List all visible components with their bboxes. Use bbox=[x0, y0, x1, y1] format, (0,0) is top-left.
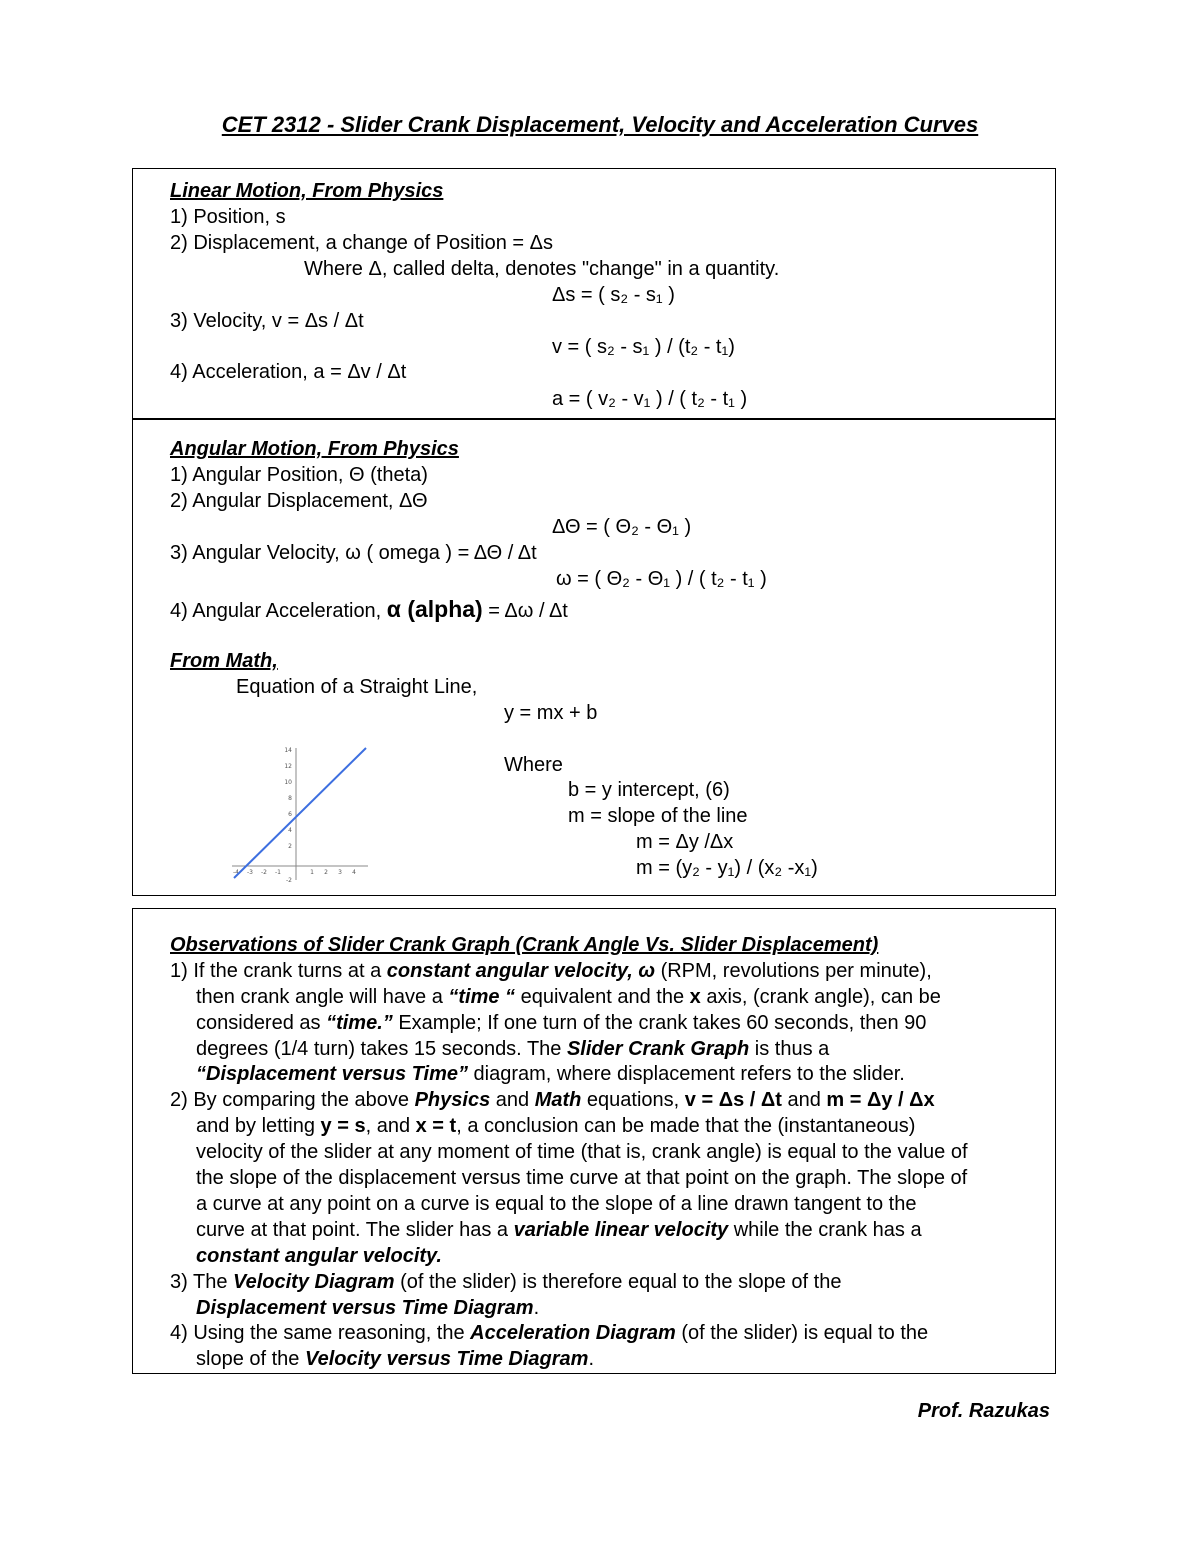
linear-eq-2: v = ( s₂ - s₁ ) / (t₂ - t₁) bbox=[552, 336, 735, 358]
text-run: slope of the bbox=[196, 1348, 305, 1370]
text-run: , a conclusion can be made that the (instantaneous) bbox=[456, 1115, 916, 1137]
linear-line-3: Where Δ, called delta, denotes "change" in a quantity. bbox=[304, 258, 780, 280]
text-run: 4) Using the same reasoning, the bbox=[170, 1322, 471, 1344]
linear-eq-3: a = ( v₂ - v₁ ) / ( t₂ - t₁ ) bbox=[552, 388, 748, 410]
text-run: and bbox=[490, 1089, 535, 1111]
math-heading: From Math, bbox=[170, 650, 278, 672]
page-title: CET 2312 - Slider Crank Displacement, Velocity and Acceleration Curves bbox=[221, 112, 979, 137]
text-run: “time.” bbox=[326, 1012, 393, 1034]
graph-y-tick-label: 10 bbox=[284, 779, 292, 786]
graph-y-tick-label: 6 bbox=[288, 811, 292, 818]
text-run: y = s bbox=[320, 1115, 366, 1137]
obs-1-line-5 bbox=[196, 1061, 905, 1087]
graph-x-tick-label: 3 bbox=[338, 869, 342, 876]
text-run: , and bbox=[365, 1115, 416, 1137]
alpha-symbol: α (alpha) bbox=[386, 596, 483, 622]
text-run: diagram, where displacement refers to the slider. bbox=[467, 1063, 905, 1085]
text-run: Displacement versus Time Diagram bbox=[196, 1297, 534, 1319]
angular-line-3: 3) Angular Velocity, ω ( omega ) = ΔΘ / Δt bbox=[170, 542, 537, 564]
graph-y-tick-label: 8 bbox=[288, 795, 292, 802]
obs-1-line-2 bbox=[196, 984, 941, 1010]
text-run: and by letting bbox=[196, 1115, 321, 1137]
text-run: 3) The bbox=[170, 1271, 233, 1293]
obs-4-line-2 bbox=[196, 1346, 594, 1372]
obs-3-line-1 bbox=[170, 1269, 841, 1295]
linear-line-1: 1) Position, s bbox=[170, 206, 286, 228]
graph-x-tick-label: -3 bbox=[247, 869, 253, 876]
text-run: Slider Crank Graph bbox=[566, 1038, 750, 1060]
text-run: v = Δs / Δt bbox=[684, 1089, 782, 1111]
graph-x-tick-label: 1 bbox=[310, 869, 314, 876]
text-run: (RPM, revolutions per minute), bbox=[655, 960, 932, 982]
linear-line-2: 2) Displacement, a change of Position = Δs bbox=[170, 232, 554, 254]
obs-2-line-1 bbox=[170, 1087, 935, 1113]
text-run: x = t bbox=[415, 1115, 457, 1137]
math-b-def: b = y intercept, (6) bbox=[568, 779, 730, 801]
angular-accel-eq: = Δω / Δt bbox=[482, 600, 568, 622]
text-run: x bbox=[689, 986, 701, 1008]
text-run: a curve at any point on a curve is equal to the slope of a line drawn tangent to the bbox=[196, 1193, 917, 1215]
linear-eq-1: Δs = ( s₂ - s₁ ) bbox=[552, 284, 675, 306]
graph-x-ticks bbox=[233, 869, 356, 876]
text-run: variable linear velocity bbox=[513, 1219, 729, 1241]
angular-line-2: 2) Angular Displacement, ΔΘ bbox=[170, 490, 428, 512]
obs-2-line-3 bbox=[196, 1139, 968, 1165]
text-run: equivalent and the bbox=[515, 986, 690, 1008]
graph-y-tick-label: 14 bbox=[284, 747, 292, 754]
graph-y-tick-label: 4 bbox=[288, 827, 292, 834]
obs-4-line-1 bbox=[170, 1320, 928, 1346]
graph-y-tick-label: -2 bbox=[286, 877, 292, 884]
graph-x-tick-label: -1 bbox=[275, 869, 281, 876]
text-run: Math bbox=[534, 1089, 582, 1111]
text-run: “Displacement versus Time” bbox=[196, 1063, 468, 1085]
text-run: while the crank has a bbox=[728, 1219, 922, 1241]
text-run: considered as bbox=[196, 1012, 327, 1034]
text-run: . bbox=[588, 1348, 594, 1370]
linear-heading: Linear Motion, From Physics bbox=[170, 180, 444, 202]
text-run: . bbox=[533, 1297, 540, 1319]
angular-accel-label: 4) Angular Acceleration, bbox=[170, 600, 387, 622]
text-run: Physics bbox=[414, 1089, 491, 1111]
text-run: Velocity versus Time Diagram bbox=[304, 1348, 589, 1370]
text-run: then crank angle will have a bbox=[196, 986, 449, 1008]
text-run: is thus a bbox=[749, 1038, 830, 1060]
obs-1-line-4 bbox=[196, 1036, 829, 1062]
math-m-def: m = slope of the line bbox=[568, 805, 748, 827]
angular-line-1: 1) Angular Position, Θ (theta) bbox=[170, 464, 428, 486]
math-where: Where bbox=[504, 754, 563, 776]
math-m-eq-2: m = (y₂ - y₁) / (x₂ -x₁) bbox=[636, 857, 818, 879]
obs-2-line-4 bbox=[196, 1165, 967, 1191]
graph-x-tick-label: 2 bbox=[324, 869, 328, 876]
text-run: “time “ bbox=[448, 986, 516, 1008]
obs-1-line-3 bbox=[196, 1010, 926, 1036]
angular-line-4 bbox=[170, 596, 568, 624]
math-line-1: Equation of a Straight Line, bbox=[236, 676, 478, 698]
text-run: Acceleration Diagram bbox=[470, 1322, 676, 1344]
observations-heading: Observations of Slider Crank Graph (Crank Angle Vs. Slider Displacement) bbox=[170, 934, 879, 956]
obs-2-line-5 bbox=[196, 1191, 916, 1217]
obs-3-line-2 bbox=[196, 1295, 539, 1321]
text-run: constant angular velocity, ω bbox=[386, 960, 656, 982]
obs-2-line-2 bbox=[196, 1113, 915, 1139]
text-run: (of the slider) is equal to the bbox=[675, 1322, 929, 1344]
text-run: curve at that point. The slider has a bbox=[196, 1219, 514, 1241]
graph-x-tick-label: -4 bbox=[233, 869, 239, 876]
graph-line bbox=[234, 748, 366, 878]
graph-y-tick-label: 12 bbox=[284, 763, 292, 770]
linear-line-4: 3) Velocity, v = Δs / Δt bbox=[170, 310, 364, 332]
math-eq: y = mx + b bbox=[504, 702, 598, 724]
graph-x-tick-label: -2 bbox=[261, 869, 267, 876]
obs-1-line-1 bbox=[170, 958, 932, 984]
text-run: the slope of the displacement versus time curve at that point on the graph. The slope of bbox=[196, 1167, 968, 1189]
graph-y-ticks bbox=[284, 747, 292, 884]
text-run: 1) If the crank turns at a bbox=[170, 960, 387, 982]
angular-eq-2: ω = ( Θ₂ - Θ₁ ) / ( t₂ - t₁ ) bbox=[556, 568, 767, 590]
text-run: axis, (crank angle), can be bbox=[700, 986, 941, 1008]
math-m-eq-1: m = Δy /Δx bbox=[636, 831, 734, 853]
graph-x-tick-label: 4 bbox=[352, 869, 356, 876]
graph-y-tick-label: 2 bbox=[288, 843, 292, 850]
obs-2-line-7 bbox=[196, 1243, 442, 1269]
text-run: and bbox=[781, 1089, 827, 1111]
text-run: velocity of the slider at any moment of time (that is, crank angle) is equal to the value of bbox=[196, 1141, 968, 1163]
straight-line-graph bbox=[226, 744, 372, 884]
angular-heading: Angular Motion, From Physics bbox=[170, 438, 459, 460]
text-run: Example; If one turn of the crank takes 60 seconds, then 90 bbox=[392, 1012, 927, 1034]
signature: Prof. Razukas bbox=[917, 1400, 1050, 1422]
text-run: m = Δy / Δx bbox=[826, 1089, 935, 1111]
angular-eq-1: ΔΘ = ( Θ₂ - Θ₁ ) bbox=[552, 516, 692, 538]
text-run: (of the slider) is therefore equal to the slope of the bbox=[394, 1271, 842, 1293]
obs-2-line-6 bbox=[196, 1217, 922, 1243]
linear-line-5: 4) Acceleration, a = Δv / Δt bbox=[170, 361, 407, 383]
text-run: Velocity Diagram bbox=[233, 1271, 395, 1293]
text-run: constant angular velocity. bbox=[196, 1245, 442, 1267]
text-run: degrees (1/4 turn) takes 15 seconds. The bbox=[196, 1038, 567, 1060]
text-run: equations, bbox=[581, 1089, 685, 1111]
text-run: 2) By comparing the above bbox=[170, 1089, 415, 1111]
